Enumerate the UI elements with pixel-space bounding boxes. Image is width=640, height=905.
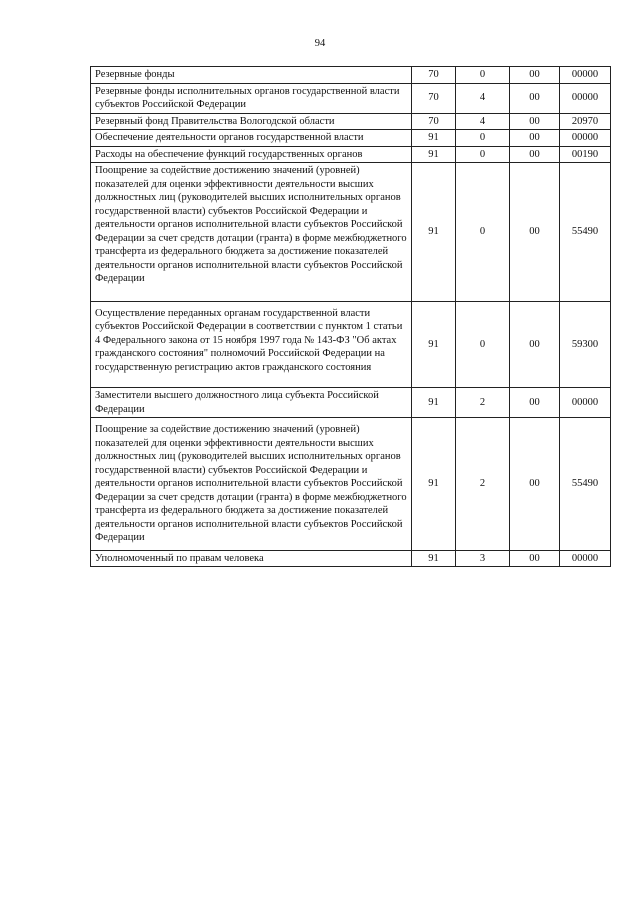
table-row — [91, 301, 611, 388]
row-name: Резервные фонды — [91, 67, 412, 84]
row-name: Расходы на обеспечение функций государственных органов — [91, 146, 412, 163]
row-name: Обеспечение деятельности органов государственной власти — [91, 130, 412, 147]
direction-code: 55490 — [560, 163, 611, 302]
row-name: Заместители высшего должностного лица субъекта Российской Федерации — [91, 388, 412, 418]
program-code: 91 — [412, 163, 456, 302]
table-row — [91, 418, 611, 551]
direction-code: 00000 — [560, 130, 611, 147]
main-event-code: 00 — [510, 130, 560, 147]
subprogram-code: 2 — [456, 388, 510, 418]
subprogram-code: 4 — [456, 83, 510, 113]
main-event-code: 00 — [510, 113, 560, 130]
budget-classification-table — [90, 66, 611, 567]
table-row — [91, 163, 611, 302]
main-event-code: 00 — [510, 388, 560, 418]
subprogram-code: 0 — [456, 163, 510, 302]
program-code: 91 — [412, 130, 456, 147]
program-code: 91 — [412, 146, 456, 163]
main-event-code: 00 — [510, 418, 560, 551]
table-row — [91, 388, 611, 418]
table-row — [91, 130, 611, 147]
direction-code: 00000 — [560, 550, 611, 567]
program-code: 70 — [412, 113, 456, 130]
row-name: Резервные фонды исполнительных органов государственной власти субъектов Российской Федерации — [91, 83, 412, 113]
subprogram-code: 0 — [456, 67, 510, 84]
table-row — [91, 550, 611, 567]
subprogram-code: 0 — [456, 301, 510, 388]
subprogram-code: 0 — [456, 130, 510, 147]
program-code: 91 — [412, 301, 456, 388]
direction-code: 00190 — [560, 146, 611, 163]
table-row — [91, 83, 611, 113]
program-code: 91 — [412, 550, 456, 567]
subprogram-code: 4 — [456, 113, 510, 130]
direction-code: 20970 — [560, 113, 611, 130]
subprogram-code: 2 — [456, 418, 510, 551]
main-event-code: 00 — [510, 301, 560, 388]
subprogram-code: 0 — [456, 146, 510, 163]
program-code: 70 — [412, 83, 456, 113]
direction-code: 00000 — [560, 67, 611, 84]
subprogram-code: 3 — [456, 550, 510, 567]
program-code: 91 — [412, 418, 456, 551]
page-number: 94 — [314, 38, 326, 49]
direction-code: 00000 — [560, 388, 611, 418]
program-code: 91 — [412, 388, 456, 418]
row-name: Уполномоченный по правам человека — [91, 550, 412, 567]
table-row — [91, 113, 611, 130]
table-row — [91, 67, 611, 84]
main-event-code: 00 — [510, 163, 560, 302]
main-event-code: 00 — [510, 550, 560, 567]
row-name: Поощрение за содействие достижению значений (уровней) показателей для оценки эффективности деятельности высших должностных лиц (руководителей высших исполнительных органов государственной власти) субъектов Российской Федерации и деятельности органов исполнительной власти субъектов Российской Федерации за счет средств дотации (гранта) в форме межбюджетного трансферта из федерального бюджета за достижение показателей деятельности органов исполнительной власти субъектов Российской Федерации — [91, 418, 412, 551]
main-event-code: 00 — [510, 146, 560, 163]
main-event-code: 00 — [510, 83, 560, 113]
row-name: Осуществление переданных органам государственной власти субъектов Российской Федерации в соответствии с пунктом 1 статьи 4 Федерального закона от 15 ноября 1997 года № 143-ФЗ "Об актах гражданского состояния" полномочий Российской Федерации на государственную регистрацию актов гражданского состояния — [91, 301, 412, 388]
direction-code: 00000 — [560, 83, 611, 113]
row-name: Резервный фонд Правительства Вологодской области — [91, 113, 412, 130]
direction-code: 55490 — [560, 418, 611, 551]
program-code: 70 — [412, 67, 456, 84]
row-name: Поощрение за содействие достижению значений (уровней) показателей для оценки эффективности деятельности высших должностных лиц (руководителей высших исполнительных органов государственной власти) субъектов Российской Федерации и деятельности органов исполнительной власти субъектов Российской Федерации за счет средств дотации (гранта) в форме межбюджетного трансферта из федерального бюджета за достижение показателей деятельности органов исполнительной власти субъектов Российской Федерации — [91, 163, 412, 302]
main-event-code: 00 — [510, 67, 560, 84]
table-row — [91, 146, 611, 163]
direction-code: 59300 — [560, 301, 611, 388]
